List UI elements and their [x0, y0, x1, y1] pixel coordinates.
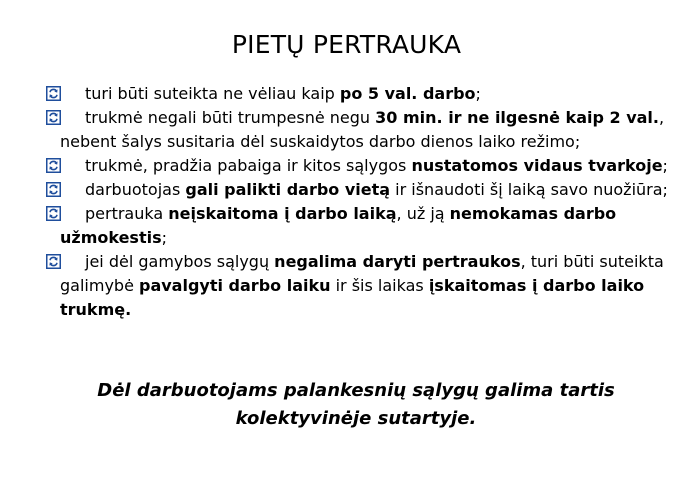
emphasized-text: nustatomos vidaus tvarkoje: [411, 156, 663, 175]
page-title: PIETŲ PERTRAUKA: [231, 30, 462, 59]
item-text: pertrauka: [85, 204, 169, 223]
item-text: ;: [662, 156, 668, 175]
square-arrows-icon: [46, 254, 61, 269]
item-text: trukmė negali būti trumpesnė negu: [85, 108, 376, 127]
emphasized-text: 30 min. ir ne ilgesnė kaip 2 val.: [375, 108, 659, 127]
item-text: turi būti suteikta ne vėliau kaip: [85, 84, 340, 103]
emphasized-text: negalima daryti pertraukos: [274, 252, 521, 271]
emphasized-text: gali palikti darbo vietą: [185, 180, 391, 199]
item-text: darbuotojas: [85, 180, 186, 199]
list-item: [46, 82, 678, 106]
closing-note: Dėl darbuotojams palankesnių sąlygų galima tartis kolektyvinėje sutartyje.: [97, 380, 615, 429]
item-text: ;: [161, 228, 167, 247]
item-text: ir išnaudoti šį laiką savo nuožiūra;: [390, 180, 668, 199]
item-text: , už ją: [396, 204, 450, 223]
list-item: [46, 178, 678, 202]
list-item: [46, 154, 678, 178]
list-item: [46, 106, 678, 154]
square-arrows-icon: [46, 158, 61, 173]
list-item: [46, 202, 678, 250]
item-text: ir šis laikas: [330, 276, 429, 295]
square-arrows-icon: [46, 206, 61, 221]
bullet-list: [46, 82, 678, 322]
list-item: [46, 250, 678, 322]
emphasized-text: po 5 val. darbo: [339, 84, 476, 103]
item-text: jei dėl gamybos sąlygų: [85, 252, 275, 271]
emphasized-text: nemokamas darbo užmokestis: [60, 204, 617, 247]
item-text: , turi būti suteikta galimybė: [60, 252, 664, 295]
square-arrows-icon: [46, 86, 61, 101]
emphasized-text: neįskaitoma į darbo laiką: [168, 204, 397, 223]
item-text: ;: [475, 84, 481, 103]
emphasized-text: pavalgyti darbo laiku: [139, 276, 331, 295]
emphasized-text: įskaitomas į darbo laiko trukmę.: [60, 276, 645, 319]
square-arrows-icon: [46, 110, 61, 125]
item-text: , nebent šalys susitaria dėl suskaidytos darbo dienos laiko režimo;: [60, 108, 665, 151]
square-arrows-icon: [46, 182, 61, 197]
item-text: trukmė, pradžia pabaiga ir kitos sąlygos: [85, 156, 412, 175]
